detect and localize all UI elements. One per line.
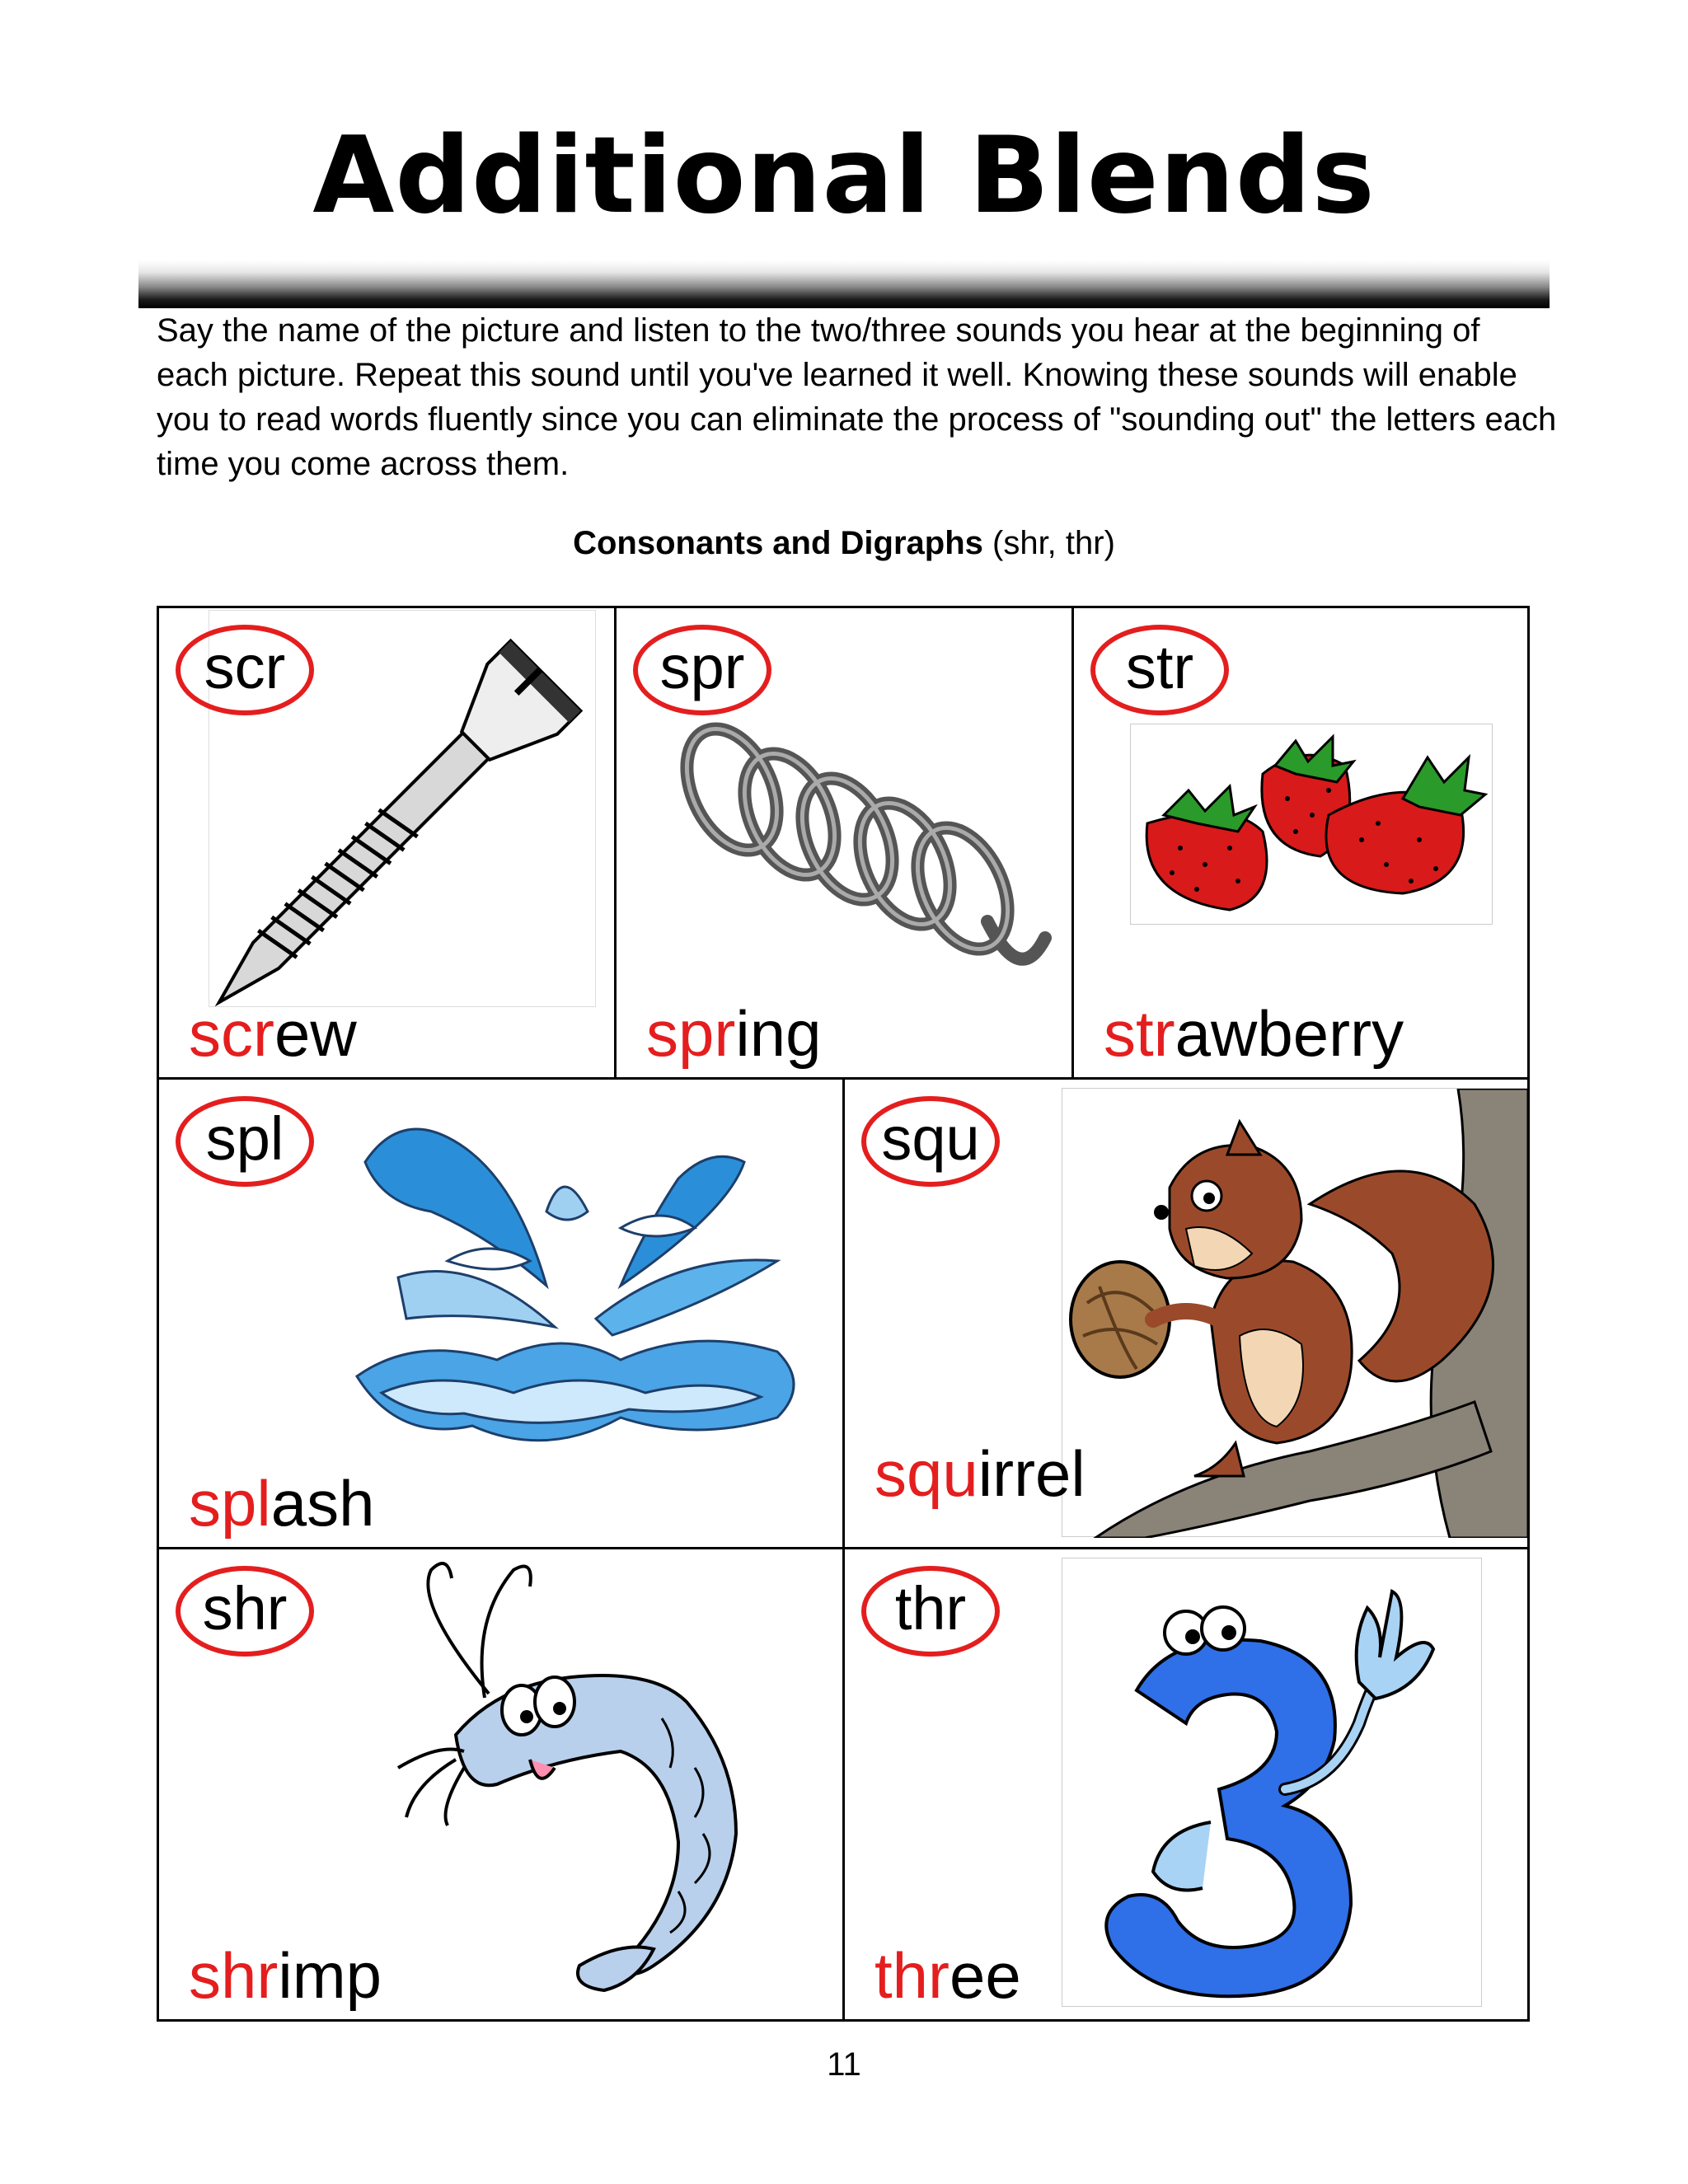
word-rest: imp (278, 1939, 382, 2012)
card-spring (617, 608, 1071, 1077)
word-prefix: thr (874, 1939, 950, 2012)
word-prefix: spl (189, 1467, 271, 1540)
card-three (845, 1549, 1527, 2019)
blend-badge: shr (176, 1566, 314, 1657)
card-strawberry (1074, 608, 1527, 1077)
word-label (189, 997, 357, 1070)
intro-paragraph: Say the name of the picture and listen to the two/three sounds you hear at the beginning of each picture. Repeat this sound until you've learned it well. Knowing these sounds will enable you to read words fluently since you can eliminate the process of "sounding out" the letters each time you come across them. (157, 312, 1557, 482)
word-rest: awberry (1175, 997, 1404, 1070)
blend-badge: str (1090, 625, 1229, 715)
word-label (874, 1437, 1085, 1510)
blend-badge: squ (861, 1096, 1000, 1187)
three-icon (1062, 1558, 1482, 2007)
word-label (1104, 997, 1404, 1070)
strawberry-icon (1130, 724, 1493, 925)
word-prefix: str (1104, 997, 1175, 1070)
subheading-bold: Consonants and Digraphs (573, 525, 983, 561)
blend-badge: spr (633, 625, 771, 715)
section-subheading (0, 521, 1688, 565)
word-label (646, 997, 822, 1070)
word-rest: irrel (978, 1437, 1085, 1510)
word-rest: ew (274, 997, 357, 1070)
card-screw (159, 608, 614, 1077)
word-rest: ing (735, 997, 822, 1070)
card-splash (159, 1080, 842, 1547)
subheading-rest: (shr, thr) (982, 525, 1115, 561)
blend-badge: spl (176, 1096, 314, 1187)
word-label (874, 1939, 1021, 2012)
title-divider (138, 260, 1550, 308)
blend-grid (157, 606, 1530, 2022)
page-title: Additional Blends (312, 115, 1376, 237)
word-label (189, 1939, 382, 2012)
blend-badge: scr (176, 625, 314, 715)
page-number: 11 (827, 2046, 861, 2083)
shrimp-icon (307, 1554, 818, 1999)
squirrel-icon (1062, 1088, 1527, 1537)
word-prefix: scr (189, 997, 274, 1070)
card-shrimp (159, 1549, 842, 2019)
word-prefix: shr (189, 1939, 279, 2012)
word-rest: ash (270, 1467, 375, 1540)
spring-icon (674, 715, 1062, 1029)
word-prefix: squ (874, 1437, 978, 1510)
word-prefix: spr (646, 997, 736, 1070)
word-rest: ee (950, 1939, 1021, 2012)
blend-badge: thr (861, 1566, 1000, 1657)
splash-icon (349, 1113, 810, 1475)
word-label (189, 1467, 375, 1540)
card-squirrel (845, 1080, 1527, 1547)
